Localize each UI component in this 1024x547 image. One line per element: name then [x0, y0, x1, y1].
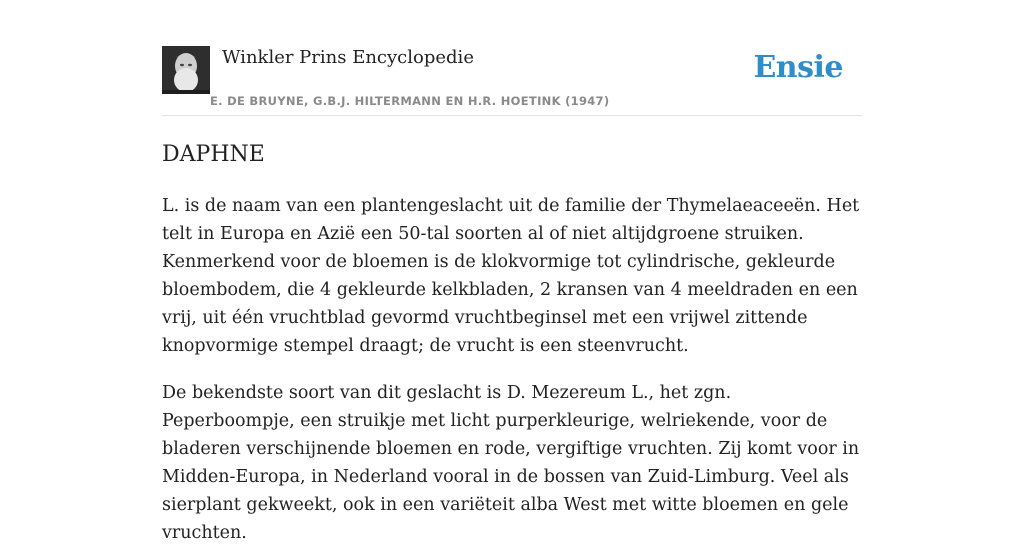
article-paragraph: De bekendste soort van dit geslacht is D. Mezereum L., het zgn. Peperboompje, een struikje met licht purperkleurige, welriekende, voor de bladeren verschijnende bloemen en rode, vergiftige vruchten. Zij komt voor in Midden-Europa, in Nederland vooral in de bossen van Zuid-Limburg. Veel als sierplant gekweekt, ook in een variëteit alba West met witte bloemen en gele vruchten. — [162, 383, 860, 543]
source-title[interactable]: Winkler Prins Encyclopedie — [222, 47, 474, 68]
article-title: DAPHNE — [162, 142, 265, 167]
article-paragraph: L. is de naam van een plantengeslacht uit de familie der Thymelaeaceeën. Het telt in Europa en Azië een 50-tal soorten al of niet altijdgroene struiken. Kenmerkend voor de bloemen is de klokvormige tot cylindrische, gekleurde bloembodem, die 4 gekleurde kelkbladen, 2 kransen van 4 meeldraden en een vrij, uit één vruchtblad gevormd vruchtbeginsel met een vrijwel zittende knopvormige stempel draagt; de vrucht is een steenvrucht. — [162, 196, 860, 356]
source-authors: E. DE BRUYNE, G.B.J. HILTERMANN EN H.R. HOETINK (1947) — [210, 94, 610, 108]
article — [162, 140, 862, 547]
source-header — [162, 46, 862, 116]
author-portrait-icon — [162, 46, 210, 94]
ensie-logo[interactable]: Ensie — [753, 50, 843, 85]
